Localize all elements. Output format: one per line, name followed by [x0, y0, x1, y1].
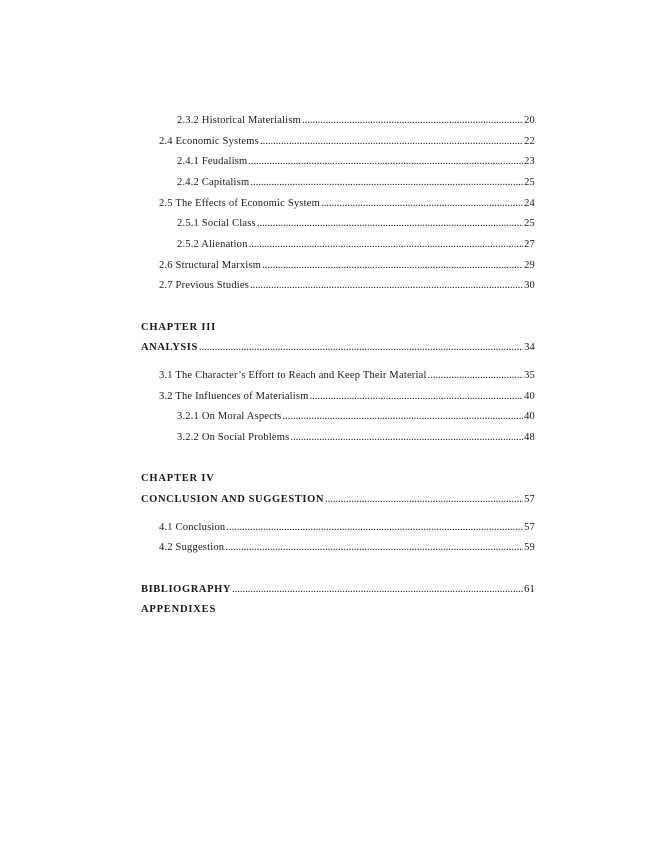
toc-entry-page: 57	[524, 494, 535, 505]
toc-entry-title: BIBLIOGRAPHY	[141, 584, 232, 595]
toc-entry-title: 3.2.2 On Social Problems	[177, 432, 290, 443]
toc-leader-dots	[199, 341, 523, 355]
toc-leader-dots	[248, 155, 523, 169]
toc-entry-3-2-1	[177, 410, 535, 424]
toc-leader-dots	[249, 238, 524, 252]
toc-entry-title: 3.2.1 On Moral Aspects	[177, 411, 282, 422]
toc-entry-3-2-2	[177, 431, 535, 445]
toc-entry-2-5-2	[177, 238, 535, 252]
toc-entry-page: 34	[524, 342, 535, 353]
toc-entry-2-4	[159, 135, 535, 149]
toc-entry-chapter-4	[141, 493, 535, 507]
toc-entry-page: 30	[524, 280, 535, 291]
toc-entry-2-5-1	[177, 217, 535, 231]
toc-entry-title: 2.5 The Effects of Economic System	[159, 198, 320, 209]
toc-leader-dots	[250, 279, 523, 293]
toc-leader-dots	[302, 114, 523, 128]
toc-entry-2-7	[159, 279, 535, 293]
toc-entry-page: 57	[524, 522, 535, 533]
toc-leader-dots	[257, 217, 523, 231]
toc-leader-dots	[428, 369, 524, 383]
toc-entry-page: 29	[524, 260, 535, 271]
toc-leader-dots	[250, 176, 523, 190]
toc-entry-2-6	[159, 259, 535, 273]
toc-entry-title: 2.5.2 Alienation	[177, 239, 248, 250]
toc-entry-title: 2.3.2 Historical Materialism	[177, 115, 301, 126]
toc-entry-title: 2.4.1 Feudalism	[177, 156, 248, 167]
toc-entry-page: 48	[524, 432, 535, 443]
toc-leader-dots	[260, 135, 523, 149]
toc-leader-dots	[232, 583, 523, 597]
toc-leader-dots	[290, 431, 523, 445]
toc-leader-dots	[325, 493, 523, 507]
toc-entry-3-2	[159, 390, 535, 404]
toc-entry-title: 2.6 Structural Marxism	[159, 260, 262, 271]
toc-entry-page: 40	[524, 411, 535, 422]
toc-leader-dots	[282, 410, 523, 424]
toc-entry-title: 3.1 The Character’s Effort to Reach and Keep Their Material	[159, 370, 427, 381]
toc-entry-page: 59	[524, 542, 535, 553]
toc-entry-title: 4.1 Conclusion	[159, 522, 226, 533]
toc-entry-page: 27	[524, 239, 535, 250]
toc-entry-title: 3.2 The Influences of Materialism	[159, 391, 309, 402]
toc-entry-bibliography	[141, 583, 535, 597]
toc-entry-page: 25	[524, 218, 535, 229]
toc-entry-page: 20	[524, 115, 535, 126]
toc-leader-dots	[226, 521, 523, 535]
toc-entry-2-3-2	[177, 114, 535, 128]
chapter-3-heading: CHAPTER III	[141, 322, 217, 333]
toc-entry-chapter-3	[141, 341, 535, 355]
toc-leader-dots	[225, 541, 523, 555]
toc-entry-2-5	[159, 197, 535, 211]
toc-entry-title: CONCLUSION AND SUGGESTION	[141, 494, 325, 505]
toc-entry-4-1	[159, 521, 535, 535]
toc-entry-3-1	[159, 369, 535, 383]
toc-entry-appendixes: APPENDIXES	[141, 604, 217, 615]
toc-entry-title: 2.7 Previous Studies	[159, 280, 250, 291]
toc-entry-2-4-2	[177, 176, 535, 190]
toc-entry-page: 24	[524, 198, 535, 209]
toc-entry-title: ANALYSIS	[141, 342, 198, 353]
toc-leader-dots	[310, 390, 524, 404]
toc-leader-dots	[262, 259, 523, 273]
toc-entry-title: 2.5.1 Social Class	[177, 218, 256, 229]
chapter-4-heading: CHAPTER IV	[141, 473, 215, 484]
toc-leader-dots	[321, 197, 523, 211]
toc-entry-2-4-1	[177, 155, 535, 169]
toc-entry-page: 40	[524, 391, 535, 402]
toc-entry-page: 35	[524, 370, 535, 381]
toc-entry-page: 61	[524, 584, 535, 595]
toc-entry-page: 23	[524, 156, 535, 167]
toc-entry-page: 25	[524, 177, 535, 188]
toc-entry-title: 2.4 Economic Systems	[159, 136, 259, 147]
toc-entry-4-2	[159, 541, 535, 555]
toc-entry-title: 2.4.2 Capitalism	[177, 177, 250, 188]
toc-entry-page: 22	[524, 136, 535, 147]
toc-entry-title: 4.2 Suggestion	[159, 542, 225, 553]
